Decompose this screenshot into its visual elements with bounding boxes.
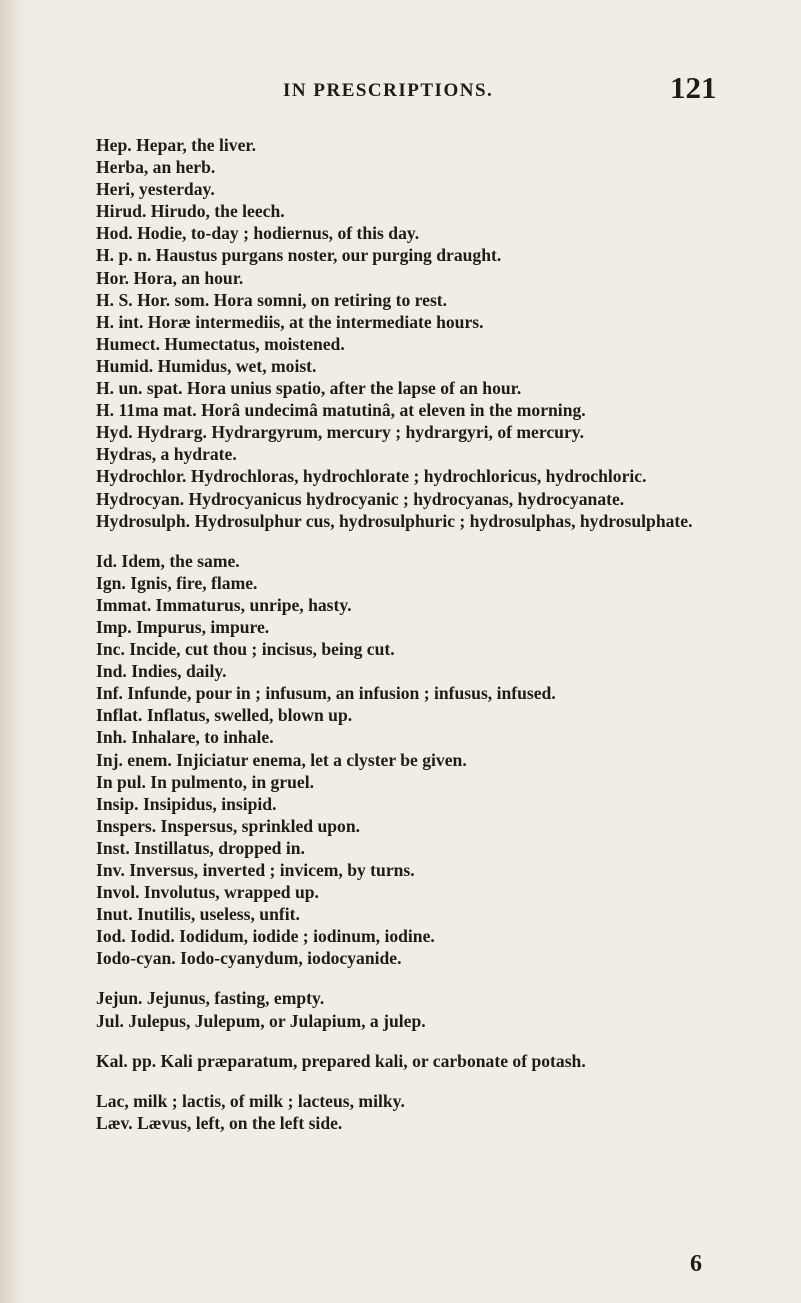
glossary-entry: Humect. Humectatus, moistened. xyxy=(96,333,345,354)
glossary-entry: Hor. Hora, an hour. xyxy=(96,267,244,288)
glossary-entry: Kal. pp. Kali præparatum, prepared kali, or carbonate of potash. xyxy=(96,1050,586,1071)
section-gap xyxy=(96,969,736,987)
glossary-entry: Hydrosulph. Hydrosulphur cus, hydrosulphuric ; hydrosulphas, hydrosulphate. xyxy=(96,510,693,531)
glossary-entry: Læv. Lævus, left, on the left side. xyxy=(96,1112,343,1133)
glossary-entry: Inspers. Inspersus, sprinkled upon. xyxy=(96,815,361,836)
glossary-entry: Hirud. Hirudo, the leech. xyxy=(96,201,285,222)
signature-mark: 6 xyxy=(690,1251,702,1277)
section-gap xyxy=(96,1032,736,1050)
page-number: 121 xyxy=(670,70,717,105)
glossary-entry: Lac, milk ; lactis, of milk ; lacteus, milky. xyxy=(96,1090,405,1111)
glossary-entry: Hep. Hepar, the liver. xyxy=(96,135,256,155)
glossary-entry: Hyd. Hydrarg. Hydrargyrum, mercury ; hydrargyri, of mercury. xyxy=(96,422,584,443)
glossary-entry: Hydras, a hydrate. xyxy=(96,444,237,465)
glossary-entry: Inj. enem. Injiciatur enema, let a clyster be given. xyxy=(96,749,467,770)
glossary-entry: Inst. Instillatus, dropped in. xyxy=(96,837,305,858)
glossary-entry: H. int. Horæ intermediis, at the intermediate hours. xyxy=(96,311,484,332)
glossary-entry: H. un. spat. Hora unius spatio, after the lapse of an hour. xyxy=(96,378,522,399)
glossary-entry: Id. Idem, the same. xyxy=(96,550,240,571)
running-title: IN PRESCRIPTIONS. xyxy=(283,80,494,101)
glossary-entry: Imp. Impurus, impure. xyxy=(96,616,270,637)
glossary-entry: Inf. Infunde, pour in ; infusum, an infusion ; infusus, infused. xyxy=(96,683,556,704)
glossary-entry: Heri, yesterday. xyxy=(96,179,215,200)
glossary-entry: Jul. Julepus, Julepum, or Julapium, a julep. xyxy=(96,1010,426,1031)
glossary-entry: Immat. Immaturus, unripe, hasty. xyxy=(96,594,352,615)
glossary-entry: Jejun. Jejunus, fasting, empty. xyxy=(96,988,325,1009)
glossary-entry: Inc. Incide, cut thou ; incisus, being cut. xyxy=(96,639,395,660)
glossary-entry: Inut. Inutilis, useless, unfit. xyxy=(96,904,300,925)
glossary-entry: H. p. n. Haustus purgans noster, our purging draught. xyxy=(96,245,502,266)
glossary-entry: Hydrocyan. Hydrocyanicus hydrocyanic ; hydrocyanas, hydrocyanate. xyxy=(96,488,625,509)
glossary-entry: Inv. Inversus, inverted ; invicem, by turns. xyxy=(96,860,415,880)
glossary-entry: Iodo-cyan. Iodo-cyanydum, iodocyanide. xyxy=(96,948,402,969)
glossary-entry: Ind. Indies, daily. xyxy=(96,661,227,682)
glossary-entry: In pul. In pulmento, in gruel. xyxy=(96,771,315,792)
glossary-entry: H. S. Hor. som. Hora somni, on retiring to rest. xyxy=(96,289,448,310)
glossary-entry: Iod. Iodid. Iodidum, iodide ; iodinum, iodine. xyxy=(96,926,435,947)
section-gap xyxy=(96,532,736,550)
section-gap xyxy=(96,1072,736,1090)
page-binding-edge xyxy=(0,0,26,1303)
glossary-entry: Hydrochlor. Hydrochloras, hydrochlorate ; hydrochloricus, hydrochloric. xyxy=(96,466,647,487)
glossary-entries xyxy=(96,134,736,1134)
glossary-entry: Invol. Involutus, wrapped up. xyxy=(96,882,319,903)
glossary-entry: Hod. Hodie, to-day ; hodiernus, of this day. xyxy=(96,223,420,244)
glossary-entry: Inh. Inhalare, to inhale. xyxy=(96,727,274,748)
glossary-entry: Ign. Ignis, fire, flame. xyxy=(96,572,258,593)
glossary-entry: Herba, an herb. xyxy=(96,157,216,178)
glossary-entry: Insip. Insipidus, insipid. xyxy=(96,793,277,814)
glossary-entry: H. 11ma mat. Horâ undecimâ matutinâ, at eleven in the morning. xyxy=(96,400,586,421)
glossary-entry: Inflat. Inflatus, swelled, blown up. xyxy=(96,705,353,726)
glossary-entry: Humid. Humidus, wet, moist. xyxy=(96,355,317,376)
